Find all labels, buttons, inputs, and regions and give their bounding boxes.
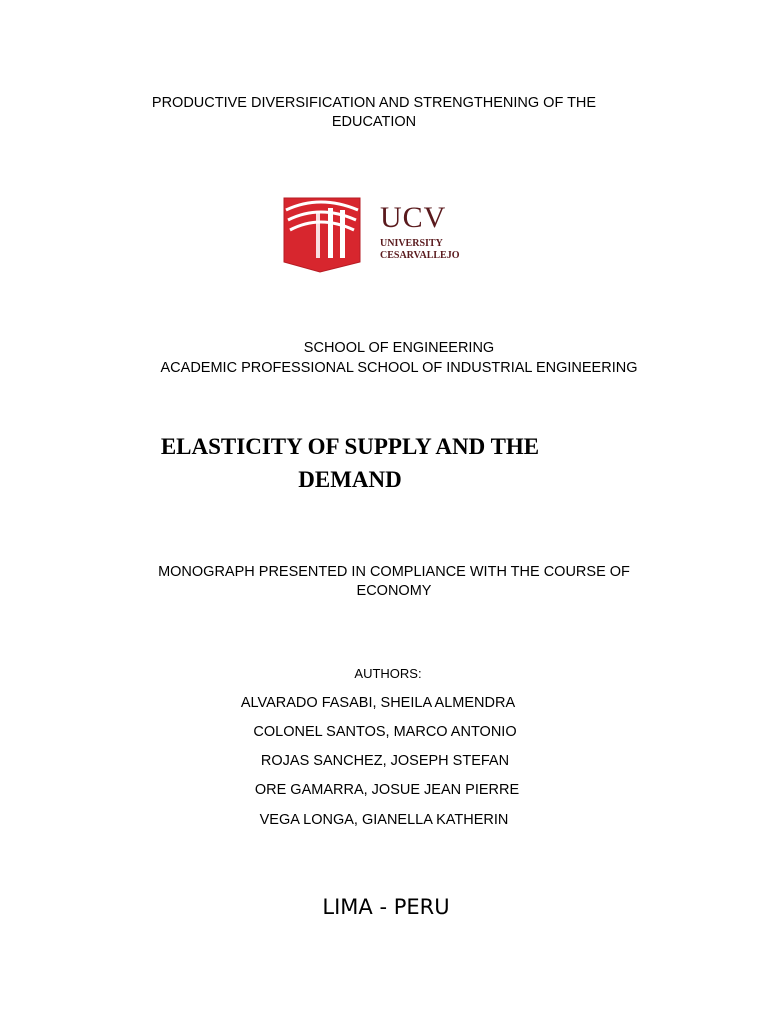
logo-name-line-2: CESARVALLEJO — [380, 250, 460, 261]
location-footer: LIMA - PERU — [322, 895, 450, 919]
monograph-line-2: ECONOMY — [356, 583, 432, 599]
logo-acronym: UCV — [380, 201, 447, 234]
document-title — [110, 430, 590, 496]
title-line-1: ELASTICITY OF SUPPLY AND THE — [160, 434, 540, 459]
school-block — [120, 338, 678, 378]
author-name: ORE GAMARRA, JOSUE JEAN PIERRE — [254, 782, 520, 798]
author-name: ROJAS SANCHEZ, JOSEPH STEFAN — [260, 753, 510, 769]
author-name: ALVARADO FASABI, SHEILA ALMENDRA — [240, 695, 516, 711]
heading-line-1: PRODUCTIVE DIVERSIFICATION AND STRENGTHENING OF THE — [151, 95, 597, 111]
author-name: VEGA LONGA, GIANELLA KATHERIN — [259, 812, 509, 828]
ucv-logo — [280, 188, 494, 274]
school-line-1: SCHOOL OF ENGINEERING — [303, 340, 495, 356]
monograph-line-1: MONOGRAPH PRESENTED IN COMPLIANCE WITH THE COURSE OF — [158, 564, 630, 580]
authors-label: AUTHORS: — [354, 666, 422, 681]
heading-line-2: EDUCATION — [331, 114, 417, 130]
institutional-heading — [100, 94, 648, 132]
title-line-2: DEMAND — [298, 467, 402, 492]
monograph-statement — [130, 563, 658, 601]
logo-name-line-1: UNIVERSITY — [380, 238, 443, 249]
school-line-2: ACADEMIC PROFESSIONAL SCHOOL OF INDUSTRIAL ENGINEERING — [160, 360, 638, 376]
author-name: COLONEL SANTOS, MARCO ANTONIO — [253, 724, 517, 740]
